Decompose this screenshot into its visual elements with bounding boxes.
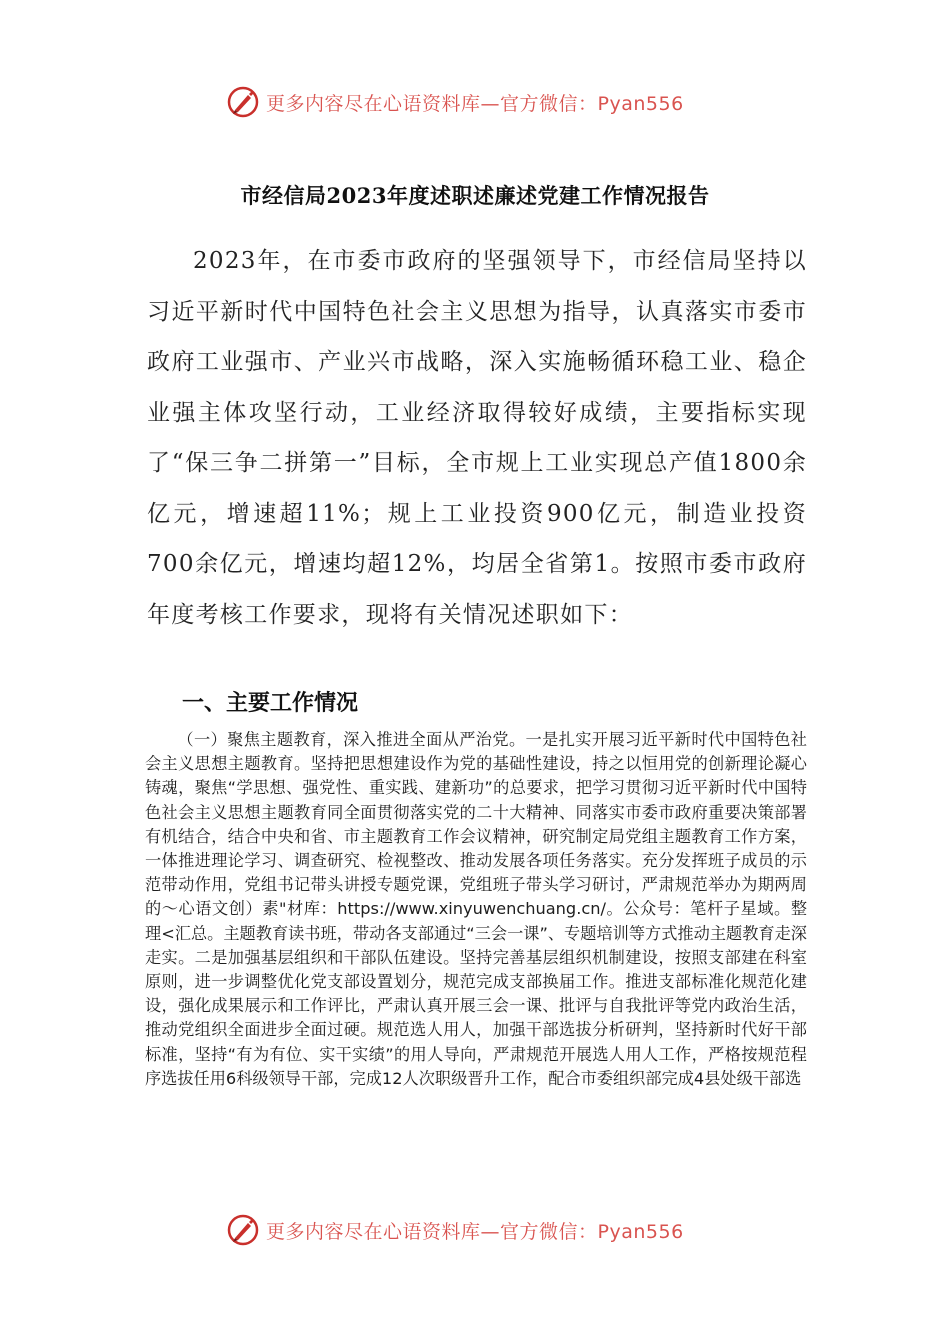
watermark-banner-top bbox=[226, 82, 746, 122]
section-body-paragraph: （一）聚焦主题教育，深入推进全面从严治党。一是扎实开展习近平新时代中国特色社会主义思想主题教育。坚持把思想建设作为党的基础性建设，持之以恒用党的创新理论凝心铸魂，聚焦“学思想、强党性、重实践、建新功”的总要求，把学习贯彻习近平新时代中国特色社会主义思想主题教育同全面贯彻落实党的二十大精神、同落实市委市政府重要决策部署有机结合，结合中央和省、市主题教育工作会议精神，研究制定局党组主题教育工作方案，一体推进理论学习、调查研究、检视整改、推动发展各项任务落实。充分发挥班子成员的示范带动作用，党组书记带头讲授专题党课，党组班子带头学习研讨，严肃规范举办为期两周的～心语文创）素"材库：https://www.xinyuwenchuang.cn/。公众号：笔杆子星域。整理<汇总。主题教育读书班，带动各支部通过“三会一课”、专题培训等方式推动主题教育走深走实。二是加强基层组织和干部队伍建设。坚持完善基层组织机制建设，按照支部建在科室原则，进一步调整优化党支部设置划分，规范完成支部换届工作。推进支部标准化规范化建设，强化成果展示和工作评比，严肃认真开展三会一课、批评与自我批评等党内政治生活，推动党组织全面进步全面过硬。规范选人用人，加强干部选拔分析研判，坚持新时代好干部标准，坚持“有为有位、实干实绩”的用人导向，严肃规范开展选人用人工作，严格按规范程序选拔任用6科级领导干部，完成12人次职级晋升工作，配合市委组织部完成4县处级干部选 bbox=[145, 730, 807, 1088]
watermark-text-bottom: 更多内容尽在心语资料库—官方微信：Pyan556 bbox=[266, 1220, 684, 1243]
intro-paragraph: 2023年，在市委市政府的坚强领导下，市经信局坚持以习近平新时代中国特色社会主义思想为指导，认真落实市委市政府工业强市、产业兴市战略，深入实施畅循环稳工业、稳企业强主体攻坚行动，工业经济取得较好成绩，主要指标实现了“保三争二拼第一”目标，全市规上工业实现总产值1800余亿元，增速超11%；规上工业投资900亿元，制造业投资700余亿元，增速均超12%，均居全省第1。按照市委市政府年度考核工作要求，现将有关情况述职如下： bbox=[147, 248, 807, 628]
pen-logo-icon bbox=[226, 85, 260, 119]
pen-logo-icon bbox=[226, 1213, 260, 1247]
watermark-banner-bottom bbox=[226, 1210, 746, 1250]
section-heading: 一、主要工作情况 bbox=[182, 691, 359, 716]
document-title: 市经信局2023年度述职述廉述党建工作情况报告 bbox=[240, 183, 710, 208]
watermark-text-top: 更多内容尽在心语资料库—官方微信：Pyan556 bbox=[266, 92, 684, 115]
